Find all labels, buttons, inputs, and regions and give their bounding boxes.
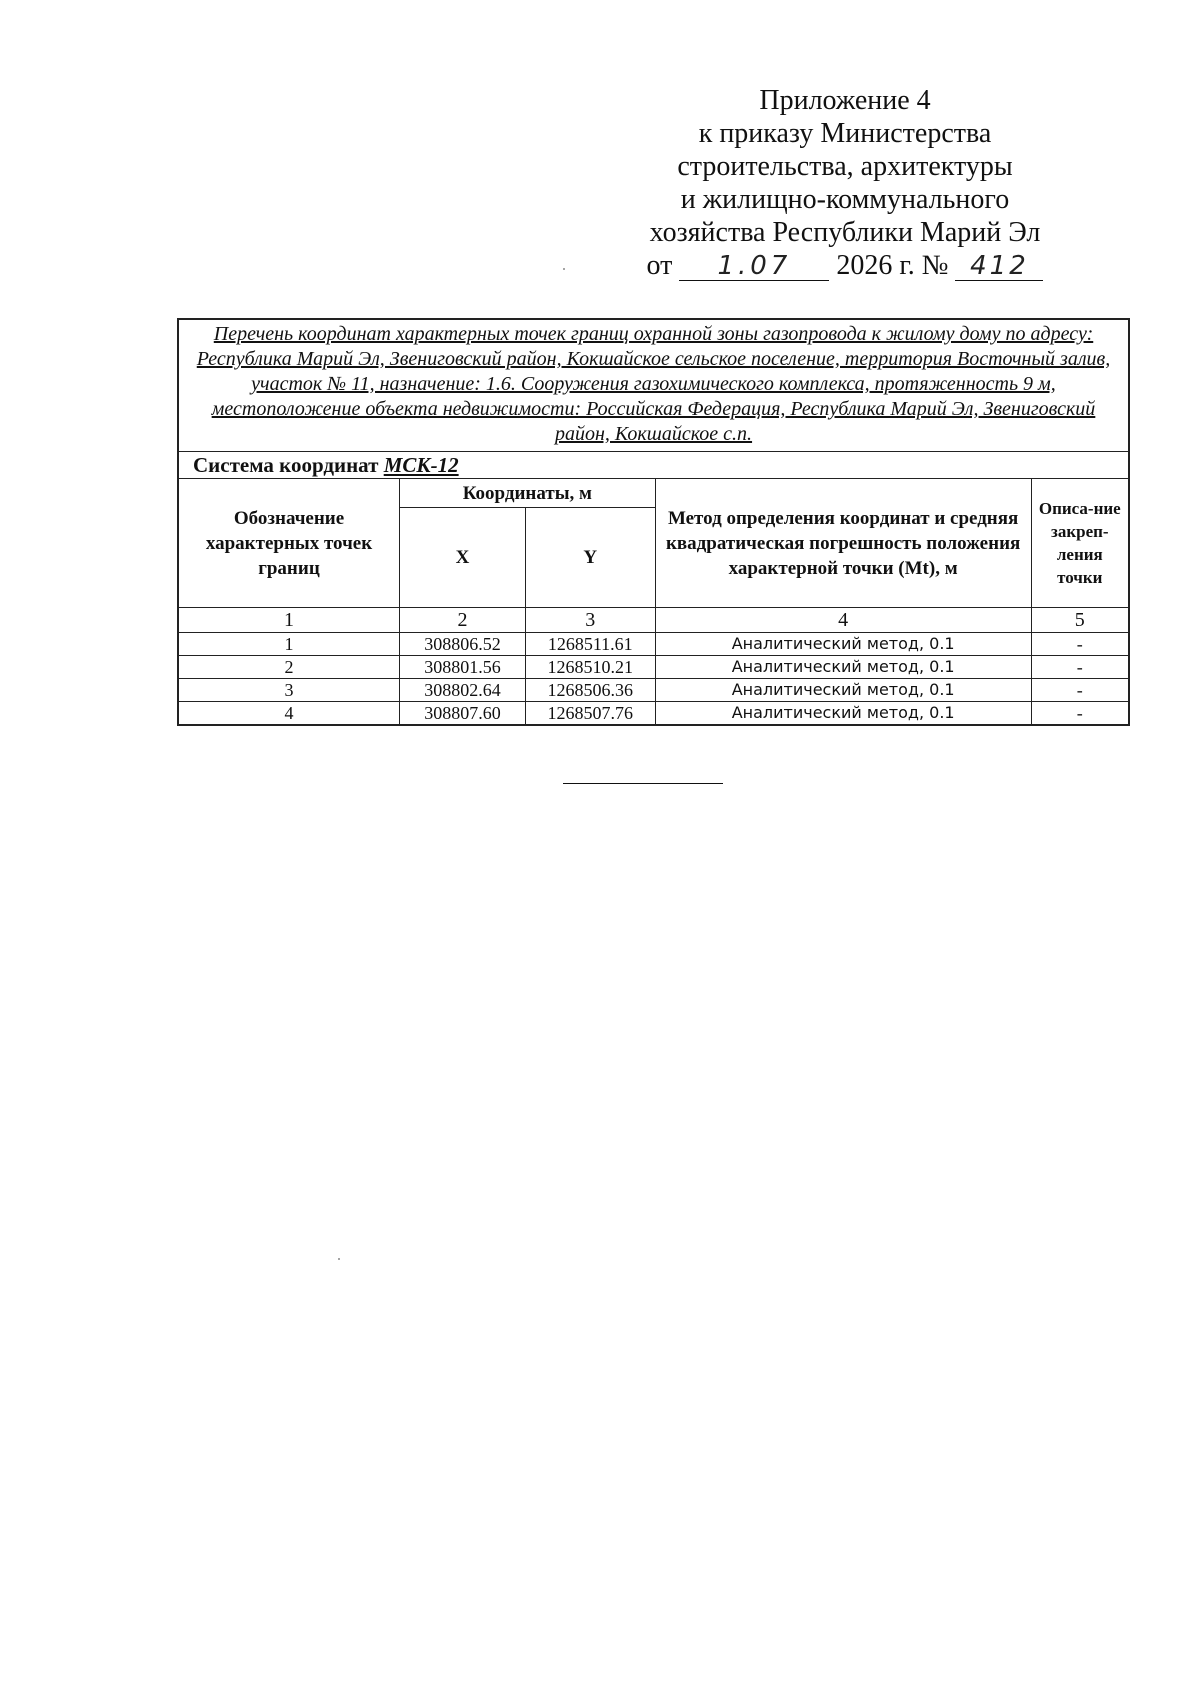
coord-y: 1268506.36	[525, 679, 655, 702]
column-number: 1	[178, 608, 400, 633]
appendix-line: строительства, архитектуры	[677, 151, 1013, 182]
coord-y: 1268511.61	[525, 633, 655, 656]
coord-x: 308802.64	[400, 679, 526, 702]
header-coordinates: Координаты, м	[400, 479, 656, 508]
coord-x: 308807.60	[400, 702, 526, 726]
handwritten-order-number: 412	[955, 252, 1043, 281]
header-description: Описа-ние закреп-ления точки	[1031, 479, 1129, 608]
table-row	[178, 633, 1129, 656]
header-point: Обозначение характерных точек границ	[178, 479, 400, 608]
point-id: 2	[178, 656, 400, 679]
table-caption: Перечень координат характерных точек границ охранной зоны газопровода к жилому дому по адресу: Республика Марий Эл, Звениговский район, Кокшайское сельское поселение, территория Восточный залив, участок № 11, назначение: 1.6. Сооружения газохимического комплекса, протяженность 9 м, местоположение объекта недвижимости: Российская Федерация, Республика Марий Эл, Звениговский район, Кокшайское с.п.	[178, 319, 1129, 452]
description: -	[1031, 633, 1129, 656]
coordinate-system-name: МСК-12	[383, 452, 459, 477]
handwritten-date: 1.07	[679, 252, 829, 281]
appendix-line: хозяйства Республики Марий Эл	[649, 217, 1041, 248]
date-prefix: от	[646, 250, 673, 281]
appendix-header	[620, 84, 1070, 282]
description: -	[1031, 679, 1129, 702]
appendix-line: Приложение 4	[759, 85, 931, 116]
scan-speck	[563, 268, 565, 270]
point-id: 3	[178, 679, 400, 702]
coord-y: 1268507.76	[525, 702, 655, 726]
column-number: 2	[400, 608, 526, 633]
coord-x: 308801.56	[400, 656, 526, 679]
appendix-line: к приказу Министерства	[698, 118, 992, 149]
table-row	[178, 679, 1129, 702]
end-divider	[563, 783, 723, 784]
column-number: 3	[525, 608, 655, 633]
table-row	[178, 656, 1129, 679]
coord-y: 1268510.21	[525, 656, 655, 679]
column-number-row	[178, 608, 1129, 633]
coordinates-table	[177, 318, 1130, 726]
table-row	[178, 702, 1129, 726]
order-year: 2026 г. №	[836, 250, 949, 281]
method: Аналитический метод, 0.1	[655, 656, 1031, 679]
method: Аналитический метод, 0.1	[655, 702, 1031, 726]
column-number: 4	[655, 608, 1031, 633]
point-id: 4	[178, 702, 400, 726]
coordinate-system-label: Система координат	[193, 452, 379, 477]
appendix-line: и жилищно-коммунального	[680, 184, 1010, 215]
method: Аналитический метод, 0.1	[655, 679, 1031, 702]
description: -	[1031, 702, 1129, 726]
coordinate-system-row	[178, 452, 1129, 479]
header-x: X	[400, 508, 526, 608]
column-number: 5	[1031, 608, 1129, 633]
header-method: Метод определения координат и средняя квадратическая погрешность положения характерной точки (Mt), м	[655, 479, 1031, 608]
scan-speck	[338, 1258, 340, 1260]
point-id: 1	[178, 633, 400, 656]
method: Аналитический метод, 0.1	[655, 633, 1031, 656]
coord-x: 308806.52	[400, 633, 526, 656]
description: -	[1031, 656, 1129, 679]
header-y: Y	[525, 508, 655, 608]
order-date-row	[620, 249, 1070, 282]
